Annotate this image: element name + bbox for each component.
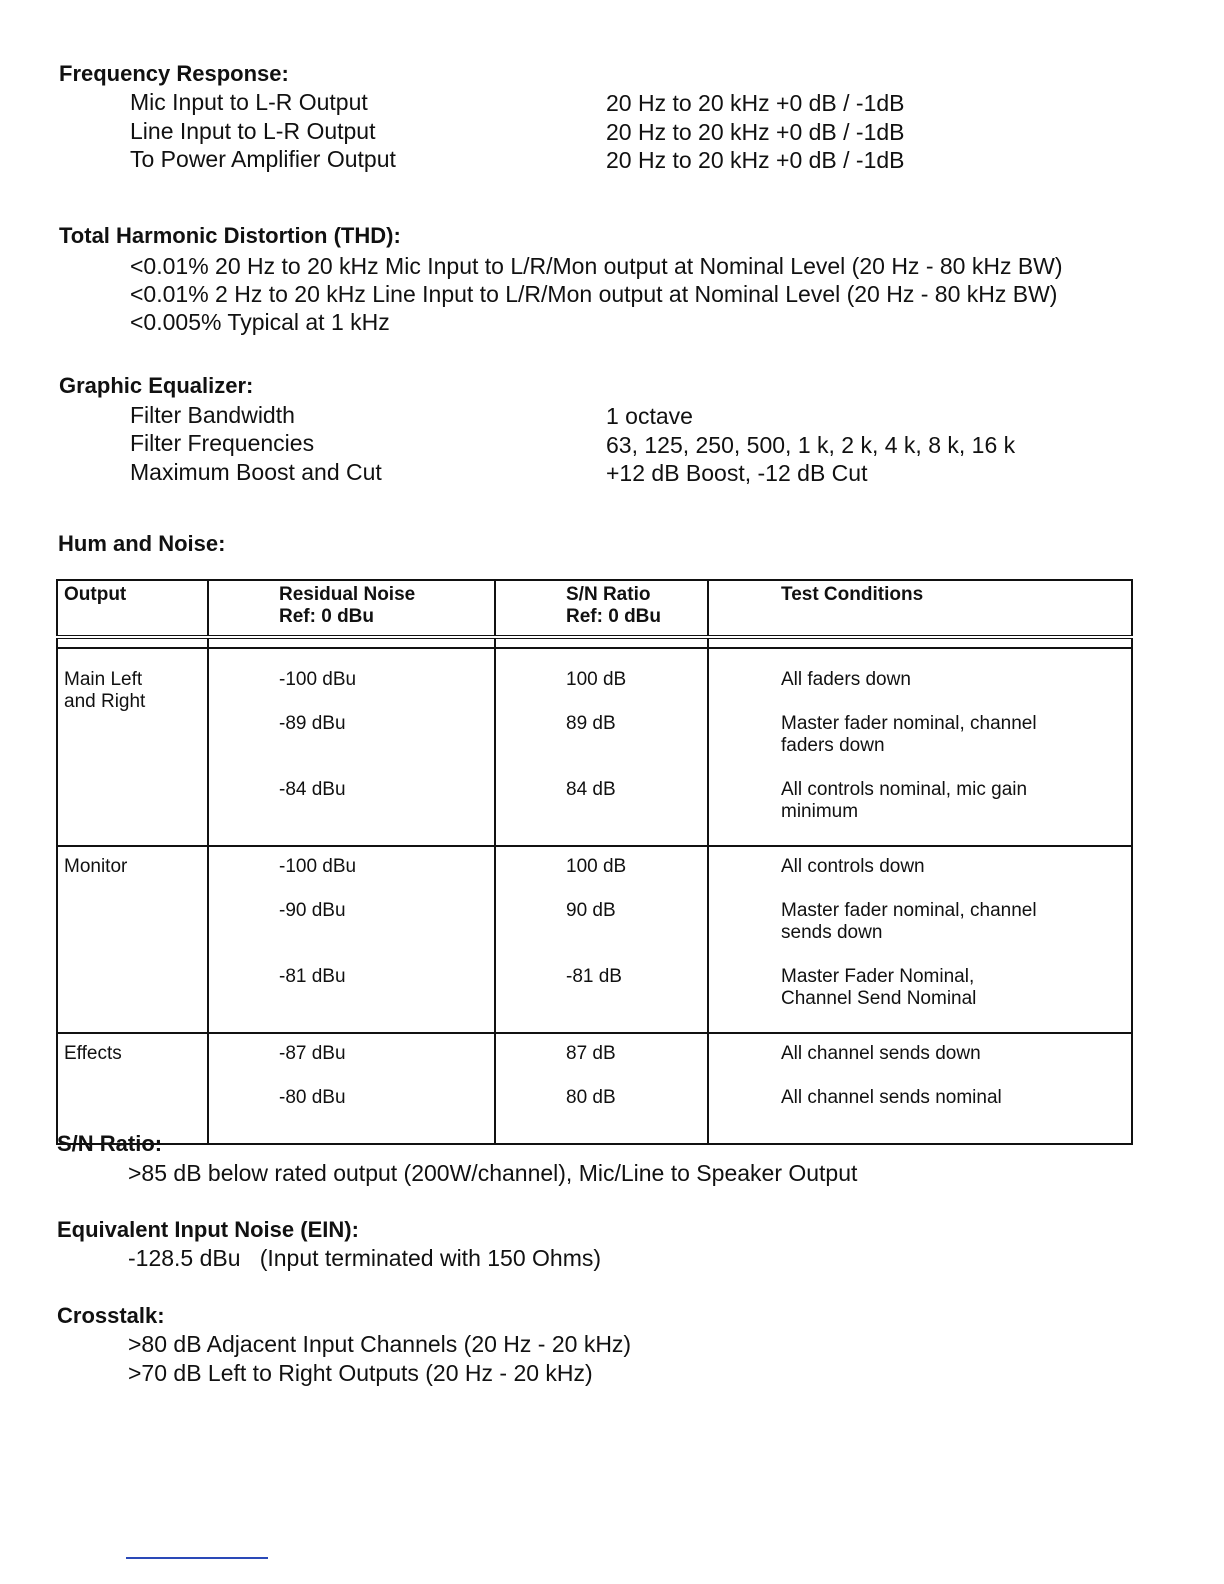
condition-text: Master Fader Nominal, Channel Send Nominal (781, 966, 977, 1009)
fr-value-3: 20 Hz to 20 kHz +0 dB / -1dB (606, 147, 905, 173)
column-header-sn-ratio: S/N Ratio Ref: 0 dBu (566, 584, 661, 627)
condition-text: All channel sends down (781, 1043, 981, 1064)
eq-value-3: +12 dB Boost, -12 dB Cut (606, 460, 868, 486)
condition-text: All faders down (781, 669, 911, 690)
table-row (57, 846, 1132, 1033)
residual-value: -100 dBu (279, 856, 357, 877)
sn-value: 100 dB (566, 856, 627, 877)
condition-text: All controls down (781, 856, 925, 877)
column-header-output: Output (64, 584, 127, 605)
thd-line-2: <0.01% 2 Hz to 20 kHz Line Input to L/R/Mon output at Nominal Level (20 Hz - 80 kHz BW) (130, 281, 1058, 307)
thd-line-3: <0.005% Typical at 1 kHz (130, 309, 390, 335)
crosstalk-line-2: >70 dB Left to Right Outputs (20 Hz - 20 kHz) (128, 1360, 593, 1386)
table-header-row (57, 580, 1132, 637)
column-header-test-conditions: Test Conditions (781, 584, 924, 605)
table-row (57, 1033, 1132, 1144)
ein-line-1: -128.5 dBu (Input terminated with 150 Ohms) (128, 1245, 602, 1271)
frequency-response-heading: Frequency Response: (59, 61, 289, 86)
sn-ratio-heading: S/N Ratio: (57, 1131, 163, 1156)
condition-text: Master fader nominal, channel faders down (781, 713, 1037, 756)
eq-label-2: Filter Frequencies (130, 430, 315, 456)
fr-value-1: 20 Hz to 20 kHz +0 dB / -1dB (606, 90, 905, 116)
thd-line-1: <0.01% 20 Hz to 20 kHz Mic Input to L/R/Mon output at Nominal Level (20 Hz - 80 kHz BW) (130, 253, 1063, 279)
hum-noise-heading: Hum and Noise: (58, 531, 226, 556)
fr-value-2: 20 Hz to 20 kHz +0 dB / -1dB (606, 119, 905, 145)
footer-rule (126, 1557, 268, 1559)
residual-value: -81 dBu (279, 966, 346, 987)
condition-text: Master fader nominal, channel sends down (781, 900, 1037, 943)
residual-value: -100 dBu (279, 669, 357, 690)
eq-value-1: 1 octave (606, 403, 693, 429)
fr-label-3: To Power Amplifier Output (130, 146, 396, 172)
ein-heading: Equivalent Input Noise (EIN): (57, 1217, 359, 1242)
residual-value: -87 dBu (279, 1043, 346, 1064)
residual-value: -90 dBu (279, 900, 346, 921)
eq-value-2: 63, 125, 250, 500, 1 k, 2 k, 4 k, 8 k, 16 k (606, 432, 1016, 458)
residual-value: -89 dBu (279, 713, 346, 734)
sn-value: 90 dB (566, 900, 616, 921)
table-row (57, 648, 1132, 846)
crosstalk-heading: Crosstalk: (57, 1303, 165, 1328)
sn-value: 87 dB (566, 1043, 616, 1064)
eq-label-1: Filter Bandwidth (130, 402, 295, 428)
sn-value: 84 dB (566, 779, 616, 800)
output-monitor: Monitor (64, 856, 128, 877)
sn-value: 89 dB (566, 713, 616, 734)
sn-value: 80 dB (566, 1087, 616, 1108)
sn-ratio-line-1: >85 dB below rated output (200W/channel), Mic/Line to Speaker Output (128, 1160, 858, 1186)
fr-label-2: Line Input to L-R Output (130, 118, 376, 144)
sn-value: -81 dB (566, 966, 622, 987)
output-main-lr: Main Left and Right (64, 669, 146, 712)
graphic-eq-heading: Graphic Equalizer: (59, 373, 254, 398)
hum-noise-table (56, 579, 1133, 1145)
fr-label-1: Mic Input to L-R Output (130, 89, 368, 115)
eq-label-3: Maximum Boost and Cut (130, 459, 382, 485)
condition-text: All channel sends nominal (781, 1087, 1002, 1108)
condition-text: All controls nominal, mic gain minimum (781, 779, 1028, 822)
residual-value: -84 dBu (279, 779, 346, 800)
residual-value: -80 dBu (279, 1087, 346, 1108)
thd-heading: Total Harmonic Distortion (THD): (59, 223, 401, 248)
crosstalk-line-1: >80 dB Adjacent Input Channels (20 Hz - 20 kHz) (128, 1331, 632, 1357)
sn-value: 100 dB (566, 669, 627, 690)
output-effects: Effects (64, 1043, 122, 1064)
column-header-residual-noise: Residual Noise Ref: 0 dBu (279, 584, 416, 627)
